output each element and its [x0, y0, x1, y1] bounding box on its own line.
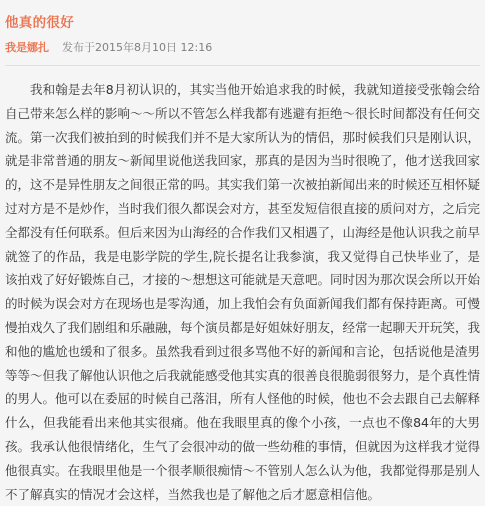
- article-meta: [5, 39, 480, 57]
- divider: [5, 65, 480, 66]
- author-link[interactable]: 我是娜扎: [5, 41, 49, 54]
- article-body: [5, 78, 480, 506]
- article-paragraph: 我和翰是去年8月初认识的，其实当他开始追求我的时候，我就知道接受张翰会给自己带来怎么样的影响～～所以不管怎么样我都有逃避有拒绝～很长时间都没有任何交流。第一次我们被拍到的时候我们并不是大家所认为的情侣，那时候我们只是刚认识，就是非常普通的朋友～新闻里说他送我回家，那真的是因为当时很晚了，他才送我回家的，这不是异性朋友之间很正常的吗。其实我们第一次被拍新闻出来的时候还互相怀疑过对方是不是炒作，当时我们很久都误会对方，甚至发短信很直接的质问对方，之后完全都没有任何联系。但后来因为山海经的合作我们又相遇了，山海经是他认识我之前早就签了的作品，我是电影学院的学生,院长提名让我参演，我又觉得自己快毕业了，是该拍戏了好好锻炼自己，才接的～想想这可能就是天意吧。同时因为那次误会所以开始的时候为误会对方在现场也是零沟通，加上我怕会有负面新闻我们都有保持距离。可慢慢拍戏久了我们剧组和乐融融，每个演员都是好姐妹好朋友，经常一起聊天开玩笑，我和他的尴尬也缓和了很多。虽然我看到过很多骂他不好的新闻和言论，包括说他是渣男等等～但我了解他认识他之后我就能感受他其实真的很善良很脆弱很努力，是个真性情的男人。他可以在委屈的时候自己落泪，所有人怪他的时候，他也不会去跟自己去解释什么，但我能看出来他其实很痛。他在我眼里真的像个小孩，一点也不像84年的大男孩。我承认他很情绪化，生气了会很冲动的做一些幼稚的事情，但就因为这样我才觉得他很真实。在我眼里他是一个很孝顺很痴情～不管别人怎么认为他，我都觉得那是别人不了解真实的情况才会这样，当然我也是了解他之后才愿意相信他。: [5, 82, 481, 502]
- article-title: 他真的很好: [5, 15, 74, 31]
- publish-date: 发布于2015年8月10日 12:16: [62, 41, 213, 54]
